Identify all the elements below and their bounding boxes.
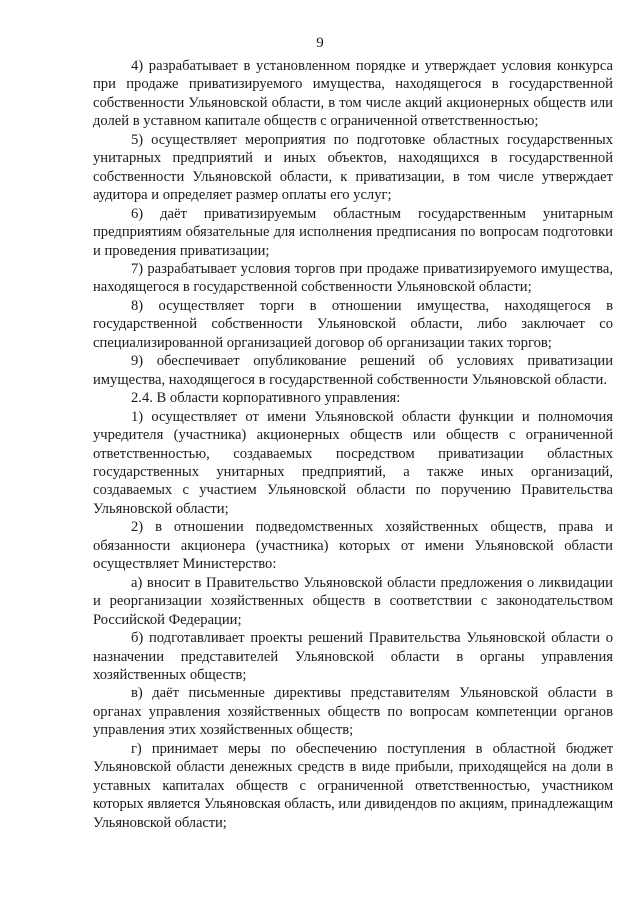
subparagraph-g: г) принимает меры по обеспечению поступления в областной бюджет Ульяновской области денежных средств в виде прибыли, приходящейся на доли в уставных капиталах обществ с ограниченной ответственностью, участником которых является Ульяновская область, или дивидендов по акциям, принадлежащим Ульяновской области; — [93, 740, 613, 831]
document-body — [93, 57, 613, 832]
paragraph-item-9: 9) обеспечивает опубликование решений об условиях приватизации имущества, находящегося в государственной собственности Ульяновской области. — [93, 353, 613, 388]
subparagraph-v: в) даёт письменные директивы представителям Ульяновской области в органах управления хозяйственных обществ по вопросам компетенции органов управления этих хозяйственных обществ; — [93, 685, 613, 739]
paragraph-item-4: 4) разрабатывает в установленном порядке и утверждает условия конкурса при продаже приватизируемого имущества, находящегося в государственной собственности Ульяновской области, в том числе акций акционерных обществ или долей в уставном капитале обществ с ограниченной ответственностью; — [93, 58, 613, 130]
paragraph-corporate-1: 1) осуществляет от имени Ульяновской области функции и полномочия учредителя (участника) акционерных обществ или обществ с ограниченной ответственностью, создаваемых посредством приватизации областных государственных унитарных предприятий, а также иных организаций, создаваемых с участием Ульяновской области по поручению Правительства Ульяновской области; — [93, 408, 613, 517]
paragraph-item-6: 6) даёт приватизируемым областным государственным унитарным предприятиям обязательные для исполнения предписания по вопросам подготовки и проведения приватизации; — [93, 205, 613, 259]
paragraph-corporate-2: 2) в отношении подведомственных хозяйственных обществ, права и обязанности акционера (участника) которых от имени Ульяновской области осуществляет Министерство: — [93, 519, 613, 573]
paragraph-item-8: 8) осуществляет торги в отношении имущества, находящегося в государственной собственности Ульяновской области, либо заключает со специализированной организацией договор об организации таких торгов; — [93, 297, 613, 351]
section-heading-2-4: 2.4. В области корпоративного управления: — [131, 390, 401, 407]
subparagraph-a: а) вносит в Правительство Ульяновской области предложения о ликвидации и реорганизации хозяйственных обществ в соответствии с законодательством Российской Федерации; — [93, 574, 613, 628]
subparagraph-b: б) подготавливает проекты решений Правительства Ульяновской области о назначении представителей Ульяновской области в органы управления хозяйственных обществ; — [93, 630, 613, 683]
paragraph-item-5: 5) осуществляет мероприятия по подготовке областных государственных унитарных предприятий и иных объектов, находящихся в государственной собственности Ульяновской области, к приватизации, в том числе утверждает аудитора и определяет размер оплаты его услуг; — [93, 131, 613, 204]
page-number: 9 — [316, 35, 324, 51]
paragraph-item-7: 7) разрабатывает условия торгов при продаже приватизируемого имущества, находящегося в государственной собственности Ульяновской области; — [93, 260, 613, 296]
